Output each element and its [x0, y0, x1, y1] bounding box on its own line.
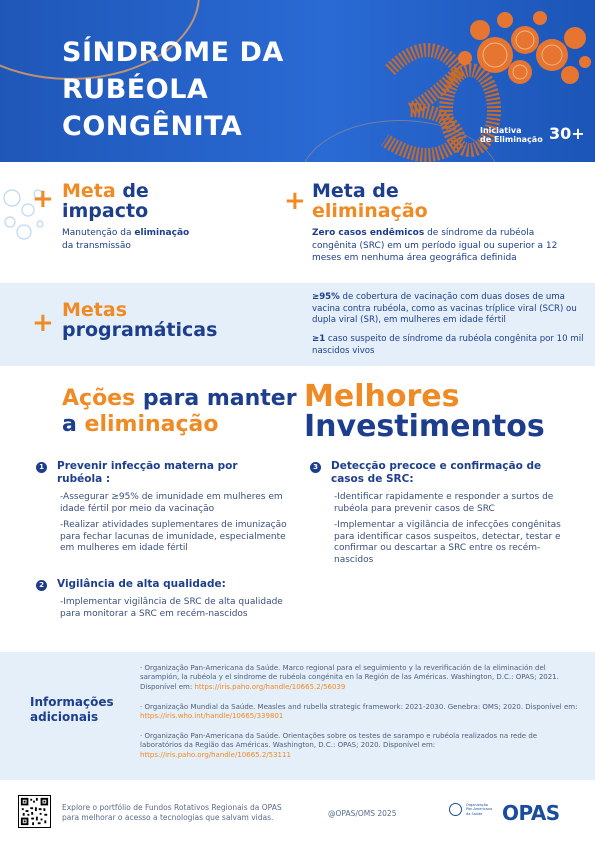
elimination-title-part: eliminação — [312, 200, 428, 222]
title-line: CONGÊNITA — [62, 111, 243, 142]
reference-text: · Organização Pan-Americana da Saúde. Orientações sobre os testes de sarampo e rubéola realizados na rede de laboratórios da Região das Américas. Washington, D.C.: OPAS; 2020. Disponível em: — [140, 732, 538, 750]
header-banner — [0, 0, 595, 162]
reference-link[interactable]: https://iris.who.int/handle/10665/339801 — [140, 712, 284, 721]
plus-icon: + — [284, 186, 306, 216]
impact-title-part: Meta — [62, 180, 116, 202]
investments-title-part: Investimentos — [304, 409, 545, 444]
text-bold: ≥1 — [312, 334, 326, 344]
title-line: RUBÉOLA — [62, 74, 209, 105]
reference-link[interactable]: https://iris.paho.org/handle/10665.2/56039 — [194, 682, 346, 691]
programmatic-item-1 — [312, 292, 584, 327]
reference-text: · Organização Mundial da Saúde. Measles and rubella strategic framework: 2021-2030. Genebra: OMS; 2020. Disponível em: — [140, 703, 578, 711]
text-bold: eliminação — [134, 228, 190, 238]
initiative-line: Iniciativa — [480, 126, 522, 135]
impact-text — [62, 227, 252, 252]
qr-code-icon[interactable] — [18, 795, 51, 828]
page-title — [62, 34, 362, 145]
reference-1 — [140, 664, 580, 692]
text-part: de síndrome da rubéola congênita (SRC) em um período igual ou superior a 12 meses em nenhuma área geográfica definida — [312, 228, 558, 263]
item-title: Prevenir infecção materna por rubéola : — [57, 460, 238, 485]
initiative-logo: 30+ — [549, 124, 585, 143]
impact-title — [62, 181, 149, 221]
item-title: Vigilância de alta qualidade: — [57, 578, 226, 590]
programmatic-item-2 — [312, 334, 584, 357]
bullet-text: -Identificar rapidamente e responder a surtos de rubéola para prevenir casos de SRC — [334, 492, 554, 514]
initiative-label — [480, 126, 543, 144]
opas-logo: OPAS — [502, 801, 560, 825]
title-line: SÍNDROME DA — [62, 37, 284, 68]
text-bold: Zero casos endêmicos — [312, 228, 425, 238]
step-number: 1 — [36, 462, 47, 473]
footer-text — [62, 803, 282, 823]
opas-logo-subtext: Organização Pan-Americana da Saúde — [466, 803, 493, 816]
actions-title-part: para manter — [142, 386, 297, 411]
reference-2 — [140, 703, 580, 722]
plus-icon: + — [32, 308, 54, 338]
text-part: da transmissão — [62, 240, 131, 251]
info-title-line: Informações — [30, 695, 114, 709]
actions-title-part: Ações — [62, 386, 136, 411]
step-number: 2 — [36, 580, 47, 591]
impact-title-part: de — [122, 180, 149, 202]
elimination-text — [312, 227, 574, 265]
text-part: Manutenção da — [62, 228, 135, 238]
elimination-title — [312, 181, 428, 221]
actions-title-part: eliminação — [84, 412, 219, 437]
bullet-text: -Implementar vigilância de SRC de alta qualidade para monitorar a SRC em recém-nascidos — [60, 597, 283, 619]
footer-line: Explore o portfólio de Fundos Rotativos Regionais da OPAS — [62, 803, 282, 812]
programmatic-title — [62, 300, 217, 340]
opas-logo-icon — [449, 803, 462, 816]
programmatic-title-part: programáticas — [62, 319, 218, 341]
text-part: de cobertura de vacinação com duas doses de uma vacina contra rubéola, como as vacinas tríplice viral (SCR) ou dupla viral (SR), em mulheres em idade fértil — [312, 292, 577, 325]
bullet-text: -Realizar atividades suplementares de imunização para fechar lacunas de imunidade, especialmente em mulheres em idade fértil — [60, 520, 287, 553]
reference-3 — [140, 732, 580, 760]
reference-text: · Organização Pan-Americana da Saúde. Marco regional para el seguimiento y la reverificación de la eliminación del sarampión, la rubéola y el síndrome de rubéola congénita en la Región de las Américas. Washington, D.C.: OPAS; 2021. Disponível em: — [140, 664, 559, 691]
elimination-title-part: Meta de — [312, 180, 399, 202]
bullet-text: -Implementar a vigilância de infecções congênitas para identificar casos suspeitos, detectar, testar e confirmar ou descartar a SRC entre os recém-nascidos — [334, 520, 561, 565]
investments-title — [304, 379, 545, 444]
info-title — [30, 695, 114, 725]
step-number: 3 — [310, 462, 321, 473]
text-bold: ≥95% — [312, 292, 340, 302]
info-title-line: adicionais — [30, 710, 99, 724]
bullet-text: -Assegurar ≥95% de imunidade em mulheres em idade fértil por meio da vacinação — [60, 492, 283, 514]
actions-title-part: a — [62, 412, 77, 437]
actions-title — [62, 386, 297, 438]
initiative-line: de Eliminação — [480, 135, 543, 144]
text-part: caso suspeito de síndrome da rubéola congênita por 10 mil nascidos vivos — [312, 334, 584, 356]
reference-link[interactable]: https://iris.paho.org/handle/10665.2/53111 — [140, 750, 291, 759]
plus-icon: + — [32, 184, 54, 214]
item-title: Detecção precoce e confirmação de casos de SRC: — [331, 460, 542, 485]
footer-line: para melhorar o acesso a tecnologias que salvam vidas. — [62, 813, 274, 822]
impact-title-part: impacto — [62, 200, 149, 222]
investments-title-part: Melhores — [304, 379, 460, 414]
footer-tag: @OPAS/OMS 2025 — [328, 809, 397, 818]
programmatic-title-part: Metas — [62, 299, 128, 321]
